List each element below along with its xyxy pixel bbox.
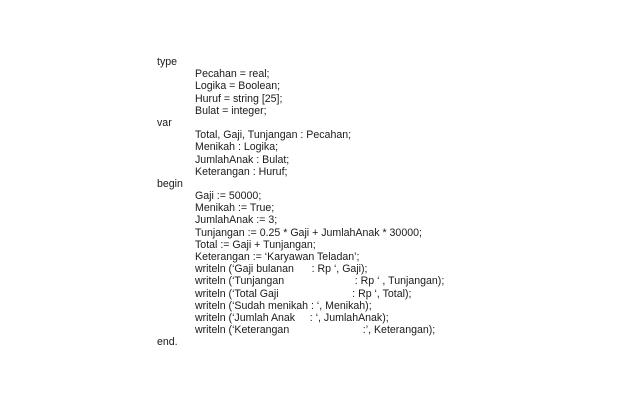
code-line-var-total: Total, Gaji, Tunjangan : Pecahan; <box>195 129 352 142</box>
code-line-assign-jumlahanak: JumlahAnak := 3; <box>195 214 278 227</box>
code-line-type-huruf: Huruf = string [25]; <box>195 92 283 105</box>
code-line-assign-keterangan: Keterangan := ‘Karyawan Teladan’; <box>195 251 360 263</box>
code-line-writeln-menikah: writeln (‘Sudah menikah : ‘, Menikah); <box>195 299 372 312</box>
code-line-var-jumlahanak: JumlahAnak : Bulat; <box>195 153 290 166</box>
pascal-code-listing <box>157 56 577 349</box>
code-line-type-logika: Logika = Boolean; <box>195 80 281 93</box>
code-line-var-keterangan: Keterangan : Huruf; <box>195 165 288 178</box>
code-line-writeln-jumlahanak: writeln (‘Jumlah Anak : ‘, JumlahAnak); <box>195 311 389 324</box>
code-line-assign-gaji: Gaji := 50000; <box>195 190 262 203</box>
code-line-type-bulat: Bulat = integer; <box>195 104 267 117</box>
code-line-writeln-total: writeln (‘Total Gaji : Rp ‘, Total); <box>195 287 412 300</box>
code-line-type-pecahan: Pecahan = real; <box>195 68 270 81</box>
code-line-keyword-end: end. <box>157 336 178 349</box>
code-line-assign-menikah: Menikah := True; <box>195 202 275 215</box>
code-line-keyword-begin: begin <box>157 177 183 190</box>
code-line-writeln-keterangan: writeln (‘Keterangan :’, Keterangan); <box>195 324 436 337</box>
code-line-writeln-tunjangan: writeln (‘Tunjangan : Rp ‘ , Tunjangan); <box>195 275 445 288</box>
code-line-assign-tunjangan: Tunjangan := 0.25 * Gaji + JumlahAnak * 30000; <box>195 226 422 239</box>
code-line-assign-total: Total := Gaji + Tunjangan; <box>195 238 316 251</box>
code-line-keyword-var: var <box>157 116 172 129</box>
code-line-writeln-gaji: writeln (‘Gaji bulanan : Rp ‘, Gaji); <box>195 263 368 276</box>
code-line-var-menikah: Menikah : Logika; <box>195 141 279 154</box>
code-line-keyword-type: type <box>157 56 178 68</box>
